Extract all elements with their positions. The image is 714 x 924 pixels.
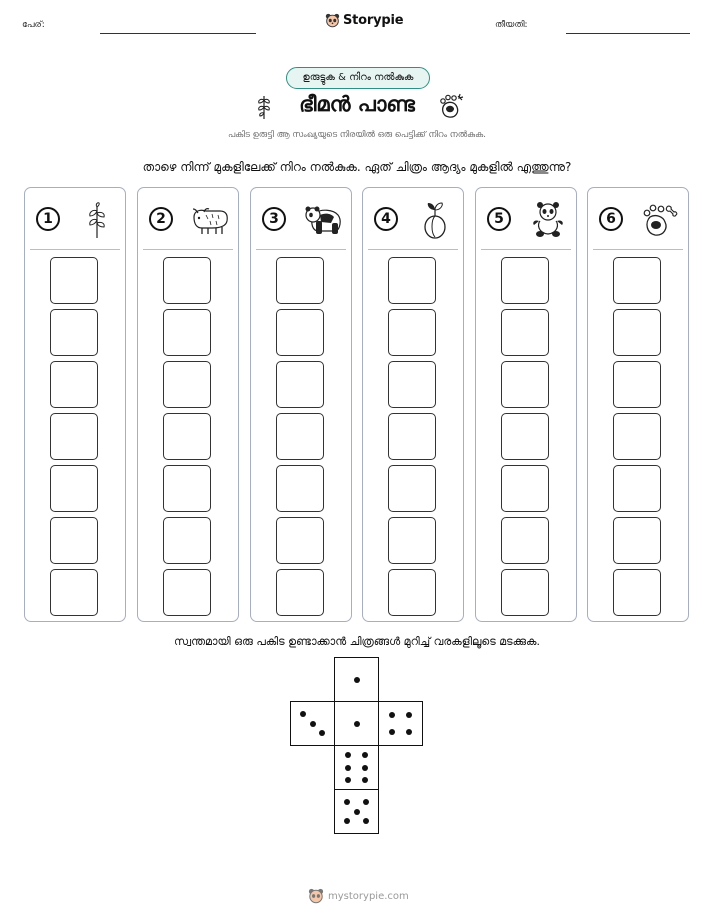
color-box[interactable] (613, 361, 661, 408)
color-box[interactable] (276, 465, 324, 512)
color-box[interactable] (501, 569, 549, 616)
color-box[interactable] (388, 517, 436, 564)
dice-pip (319, 730, 325, 736)
column-4 (362, 187, 464, 622)
column-divider (481, 249, 571, 250)
dice-pip (354, 721, 360, 727)
dice-pip (389, 729, 395, 735)
color-box[interactable] (501, 361, 549, 408)
color-box[interactable] (163, 309, 211, 356)
color-box[interactable] (163, 569, 211, 616)
paw-icon (640, 201, 680, 239)
color-box[interactable] (276, 257, 324, 304)
color-box[interactable] (388, 257, 436, 304)
name-line[interactable] (100, 33, 256, 34)
color-box[interactable] (613, 517, 661, 564)
dice-pip (300, 711, 306, 717)
dice-pip (310, 721, 316, 727)
color-box[interactable] (163, 465, 211, 512)
page-title: ഭീമൻ പാണ്ട (299, 92, 415, 116)
panda-icon (303, 201, 343, 239)
color-box[interactable] (613, 257, 661, 304)
color-box[interactable] (501, 309, 549, 356)
color-box[interactable] (613, 569, 661, 616)
dice-face[interactable] (334, 701, 379, 746)
color-box[interactable] (501, 413, 549, 460)
column-5 (475, 187, 577, 622)
dice-face[interactable] (334, 657, 379, 702)
color-box[interactable] (613, 413, 661, 460)
color-box[interactable] (50, 309, 98, 356)
date-line[interactable] (566, 33, 690, 34)
color-box[interactable] (388, 413, 436, 460)
dice-pip (354, 809, 360, 815)
dice-instruction: സ്വന്തമായി ഒരു പകിട ഉണ്ടാക്കാൻ ചിത്രങ്ങൾ മുറിച്ച് വരകളിലൂടെ മടക്കുക. (174, 635, 540, 648)
column-divider (256, 249, 346, 250)
color-box[interactable] (501, 465, 549, 512)
dice-pip (362, 765, 368, 771)
activity-subtitle: പകിട ഉരുട്ടി ആ സംഖ്യയുടെ നിരയിൽ ഒരു പെട്ടിക്ക് നിറം നൽകുക. (228, 130, 486, 140)
color-box[interactable] (276, 569, 324, 616)
dice-pip (362, 777, 368, 783)
color-box[interactable] (276, 413, 324, 460)
panda-cub-icon (528, 201, 568, 239)
color-box[interactable] (50, 465, 98, 512)
column-number: 1 (36, 207, 60, 231)
panda-logo-icon (308, 888, 324, 904)
color-box[interactable] (50, 257, 98, 304)
leaf-icon (77, 201, 117, 239)
name-label: പേര്: (22, 20, 45, 30)
color-box[interactable] (276, 517, 324, 564)
brand-name: Storypie (343, 13, 404, 28)
color-box[interactable] (501, 257, 549, 304)
color-box[interactable] (388, 465, 436, 512)
seed-icon (415, 201, 455, 239)
storypie-logo (325, 13, 403, 28)
color-box[interactable] (388, 361, 436, 408)
dice-pip (354, 677, 360, 683)
color-box[interactable] (388, 569, 436, 616)
column-number: 6 (599, 207, 623, 231)
dice-pip (363, 799, 369, 805)
color-box[interactable] (388, 309, 436, 356)
dice-pip (345, 765, 351, 771)
color-box[interactable] (163, 517, 211, 564)
column-1 (24, 187, 126, 622)
activity-badge: ഉരുട്ടുക & നിറം നൽകുക (286, 67, 430, 89)
color-box[interactable] (50, 361, 98, 408)
date-label: തീയതി: (495, 20, 528, 30)
column-divider (143, 249, 233, 250)
column-header (588, 188, 688, 248)
footer (308, 888, 409, 904)
panda-logo-icon (325, 13, 340, 28)
color-box[interactable] (163, 413, 211, 460)
dice-pip (363, 818, 369, 824)
dice-pip (406, 712, 412, 718)
column-divider (368, 249, 458, 250)
dice-face[interactable] (334, 789, 379, 834)
footer-url[interactable]: mystorypie.com (328, 890, 409, 902)
color-box[interactable] (501, 517, 549, 564)
dice-pip (345, 777, 351, 783)
column-header (363, 188, 463, 248)
color-box[interactable] (163, 361, 211, 408)
yak-icon (190, 201, 230, 239)
color-box[interactable] (50, 517, 98, 564)
dice-face[interactable] (378, 701, 423, 746)
dice-pip (345, 752, 351, 758)
column-divider (593, 249, 683, 250)
color-box[interactable] (50, 413, 98, 460)
paw-title-icon (437, 92, 465, 120)
color-box[interactable] (276, 361, 324, 408)
dice-pip (362, 752, 368, 758)
dice-pip (389, 712, 395, 718)
column-header (251, 188, 351, 248)
color-box[interactable] (613, 465, 661, 512)
column-header (476, 188, 576, 248)
color-box[interactable] (276, 309, 324, 356)
column-6 (587, 187, 689, 622)
dice-pip (344, 799, 350, 805)
column-2 (137, 187, 239, 622)
dice-pip (406, 729, 412, 735)
color-box[interactable] (613, 309, 661, 356)
color-box[interactable] (50, 569, 98, 616)
dice-face[interactable] (290, 701, 335, 746)
column-number: 3 (262, 207, 286, 231)
column-number: 5 (487, 207, 511, 231)
column-number: 2 (149, 207, 173, 231)
column-header (25, 188, 125, 248)
dice-face[interactable] (334, 745, 379, 790)
column-number: 4 (374, 207, 398, 231)
dice-pip (344, 818, 350, 824)
coloring-instruction: താഴെ നിന്ന് മുകളിലേക്ക് നിറം നൽകുക. ഏത് ചിത്രം ആദ്യം മുകളിൽ എത്തുന്നു? (142, 160, 572, 174)
column-header (138, 188, 238, 248)
color-box[interactable] (163, 257, 211, 304)
column-divider (30, 249, 120, 250)
column-3 (250, 187, 352, 622)
